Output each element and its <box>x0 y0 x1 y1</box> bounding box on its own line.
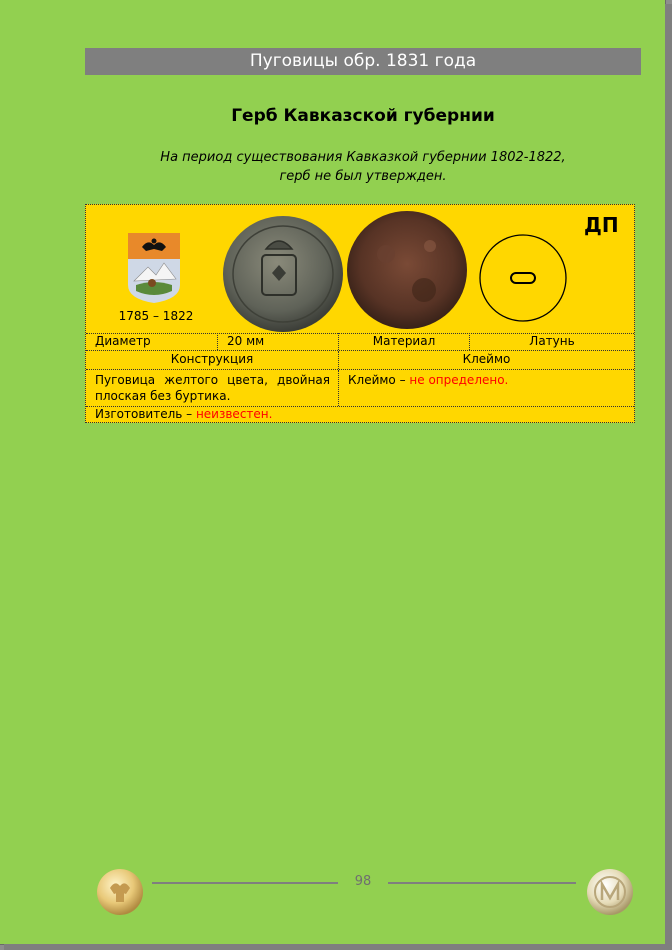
page-number: 98 <box>354 874 372 889</box>
mark-value: не определено. <box>409 373 509 387</box>
subtitle <box>85 148 641 186</box>
prev-page-button[interactable] <box>96 868 144 916</box>
construction-description: Пуговица желтого цвета, двойная плоская без буртика. <box>86 370 339 406</box>
details-row <box>86 370 634 407</box>
next-page-button[interactable] <box>586 868 634 916</box>
maker-cell <box>86 407 634 423</box>
subtitle-line-2: герб не был утвержден. <box>279 169 447 184</box>
photo-row <box>86 205 634 334</box>
page-shadow-bottom <box>4 944 672 950</box>
diameter-value: 20 мм <box>218 333 339 350</box>
maker-prefix: Изготовитель – <box>95 407 196 421</box>
footer-rule-left <box>152 882 338 884</box>
construction-label: Конструкция <box>86 351 339 369</box>
mark-value-cell <box>339 370 634 406</box>
coat-of-arms-image <box>128 233 180 303</box>
page-title: Герб Кавказской губернии <box>231 106 495 126</box>
mark-prefix: Клеймо – <box>348 373 410 387</box>
section-header: Пуговицы обр. 1831 года <box>85 48 641 75</box>
page-shadow-right <box>665 4 672 950</box>
subtitle-line-1: На период существования Кавказкой губернии 1802-1822, <box>160 150 566 165</box>
maker-row <box>86 407 634 423</box>
specs-row <box>86 333 634 351</box>
material-value: Латунь <box>529 334 575 348</box>
material-label: Материал <box>339 333 470 350</box>
button-schematic <box>478 233 568 323</box>
maker-value: неизвестен. <box>195 407 273 421</box>
headers-row <box>86 351 634 370</box>
diameter-label: Диаметр <box>86 333 218 350</box>
button-back-photo <box>346 210 468 330</box>
mark-label: Клеймо <box>462 352 511 366</box>
years-label: 1785 – 1822 <box>118 309 194 323</box>
footer-rule-right <box>388 882 576 884</box>
type-code: ДП <box>584 213 619 237</box>
button-front-photo <box>222 215 344 333</box>
button-card <box>85 204 635 423</box>
